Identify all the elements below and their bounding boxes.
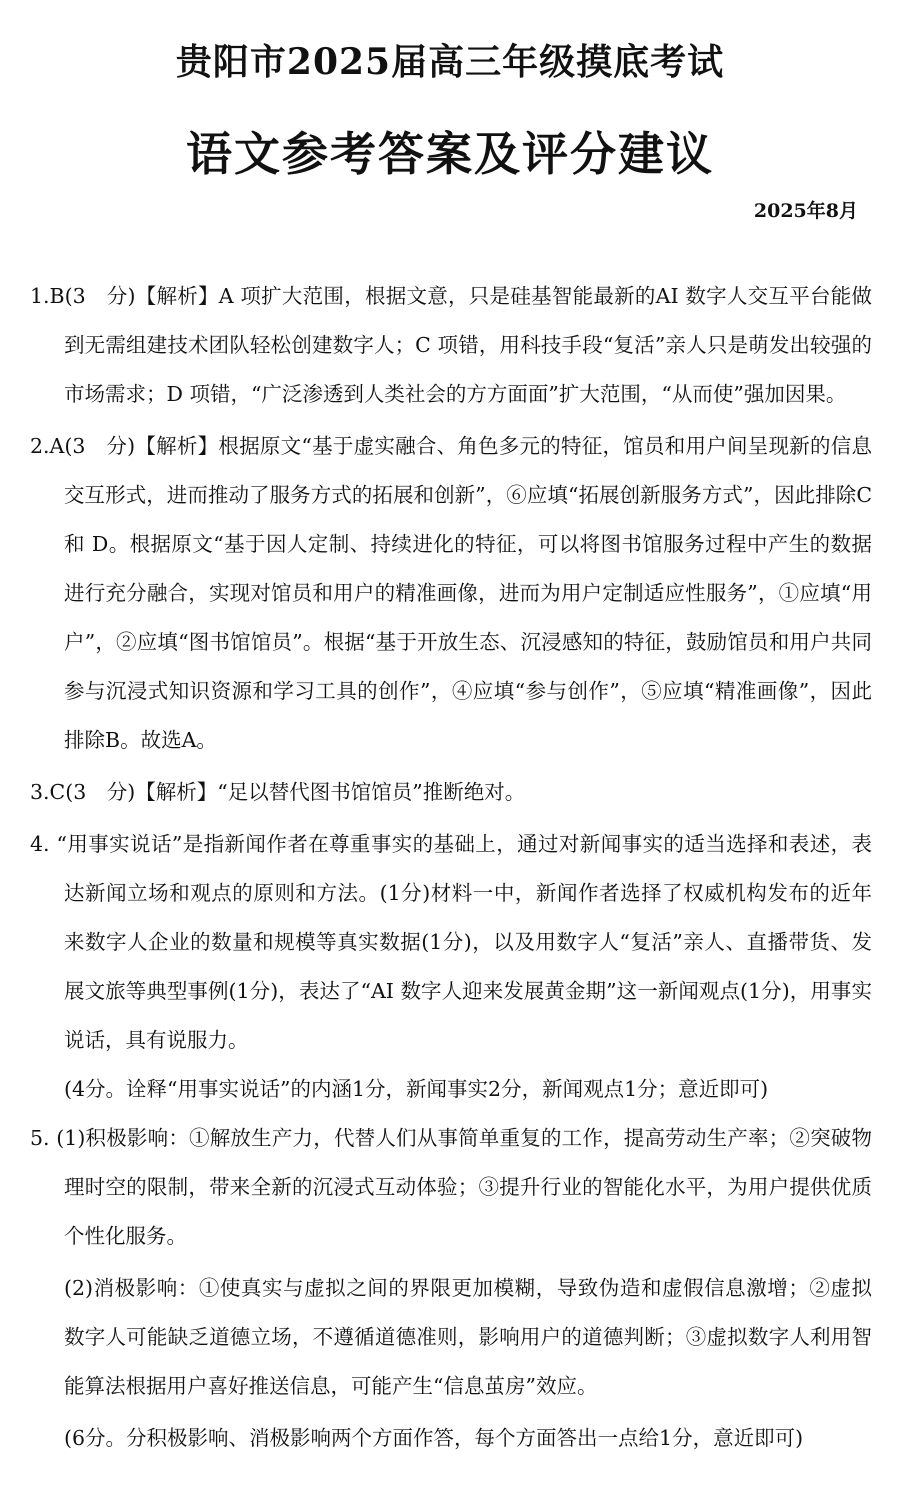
answer-q5-part2: (2)消极影响：①使真实与虚拟之间的界限更加模糊，导致伪造和虚假信息激增；②虚拟数字人可能缺乏道德立场，不遵循道德准则，影响用户的道德判断；③虚拟数字人利用智能算法根据用户喜好推送信息，可能产生“信息茧房”效应。 <box>64 1276 872 1398</box>
scoring-note-q5: (6分。分积极影响、消极影响两个方面作答，每个方面答出一点给1分，意近即可) <box>64 1426 804 1450</box>
document-title: 语文参考答案及评分建议 <box>186 127 714 181</box>
answer-q2: 2.A(3 分)【解析】根据原文“基于虚实融合、角色多元的特征，馆员和用户间呈现新的信息交互形式，进而推动了服务方式的拓展和创新”，⑥应填“拓展创新服务方式”，因此排除C 和 D。根据原文“基于因人定制、持续进化的特征，可以将图书馆服务过程中产生的数据进行充分融合，实现对馆员和用户的精准画像，进而为用户定制适应性服务”，①应填“用户”，②应填“图书馆馆员”。根据“基于开放生态、沉浸感知的特征，鼓励馆员和用户共同参与沉浸式知识资源和学习工具的创作”，④应填“参与创作”，⑤应填“精准画像”，因此排除B。故选A。 <box>30 434 872 752</box>
answer-q3: 3.C(3 分)【解析】“足以替代图书馆馆员”推断绝对。 <box>30 780 526 804</box>
answers-body <box>30 272 872 1463</box>
answer-q4: 4. “用事实说话”是指新闻作者在尊重事实的基础上，通过对新闻事实的适当选择和表述，表达新闻立场和观点的原则和方法。(1分)材料一中，新闻作者选择了权威机构发布的近年来数字人企业的数量和规模等真实数据(1分)，以及用数字人“复活”亲人、直播带货、发展文旅等典型事例(1分)，表达了“AI 数字人迎来发展黄金期”这一新闻观点(1分)，用事实说话，具有说服力。 <box>30 832 872 1052</box>
answer-q5-part1: 5. (1)积极影响：①解放生产力，代替人们从事简单重复的工作，提高劳动生产率；②突破物理时空的限制，带来全新的沉浸式互动体验；③提升行业的智能化水平，为用户提供优质个性化服务。 <box>30 1126 872 1248</box>
scoring-note-q4: (4分。诠释“用事实说话”的内涵1分，新闻事实2分，新闻观点1分；意近即可) <box>64 1077 769 1101</box>
answer-q1: 1.B(3 分)【解析】A 项扩大范围，根据文意，只是硅基智能最新的AI 数字人交互平台能做到无需组建技术团队轻松创建数字人；C 项错，用科技手段“复活”亲人只是萌发出较强的市场需求；D 项错，“广泛渗透到人类社会的方方面面”扩大范围，“从而使”强加因果。 <box>30 284 872 406</box>
exam-title: 贵阳市2025届高三年级摸底考试 <box>175 41 725 83</box>
document-date: 2025年8月 <box>753 200 858 222</box>
